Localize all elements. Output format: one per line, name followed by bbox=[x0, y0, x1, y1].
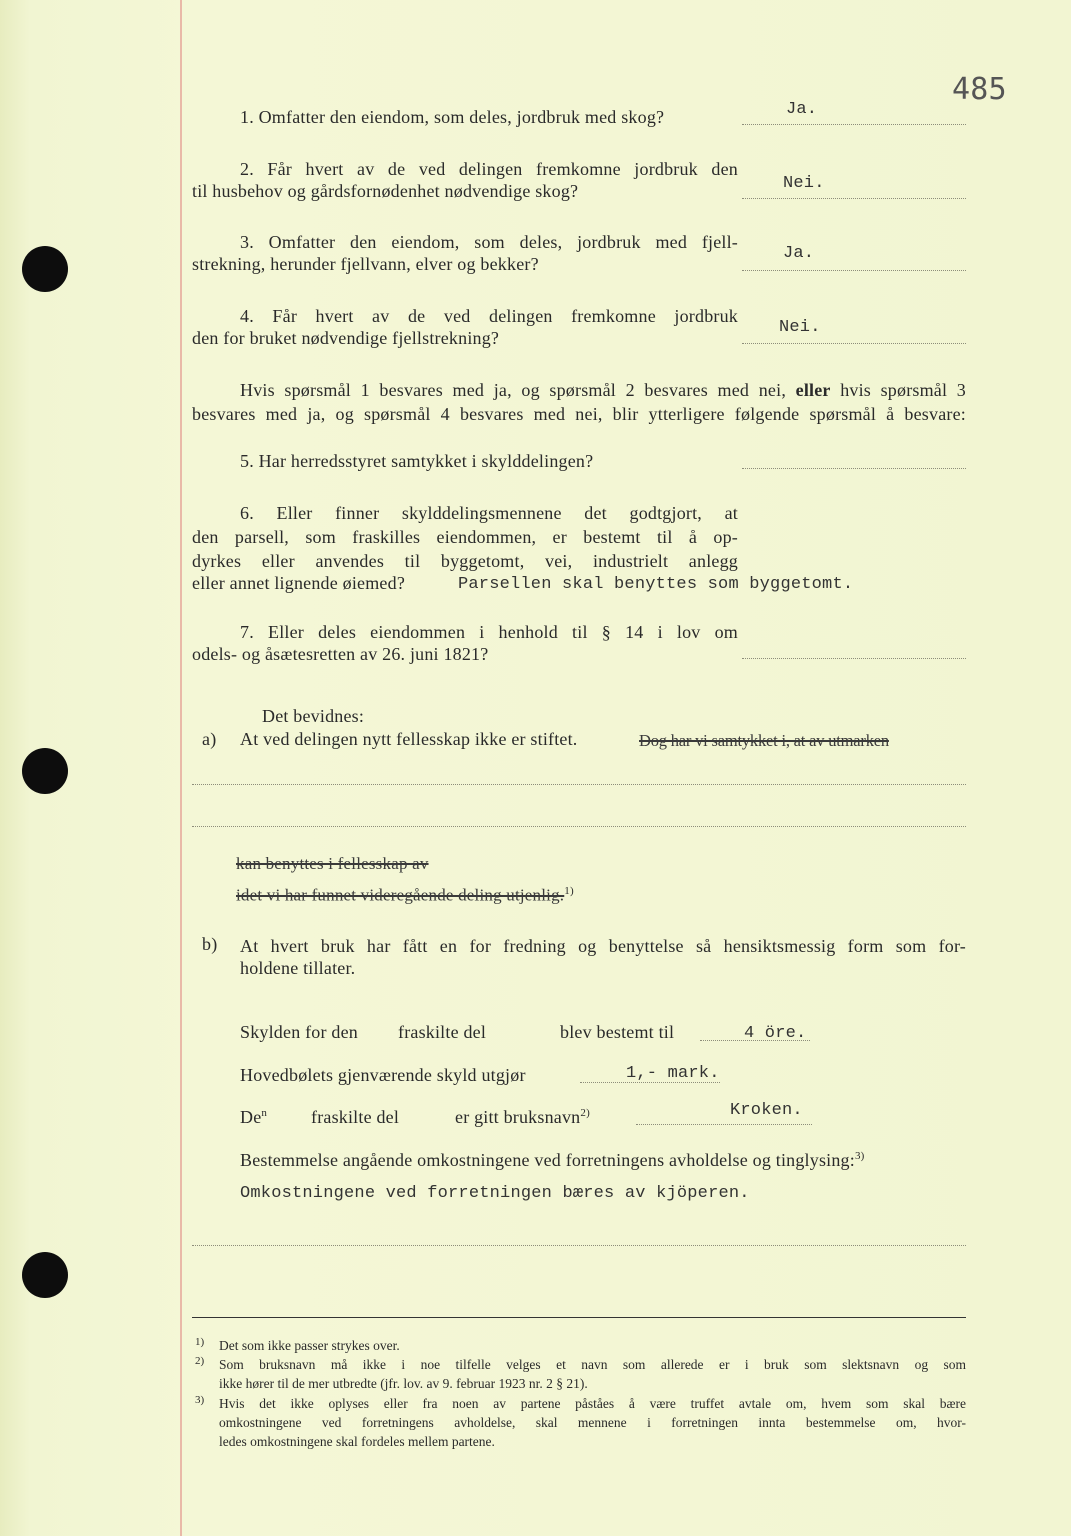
item-a-text: At ved delingen nytt fellesskap ikke er stiftet. bbox=[240, 729, 578, 749]
punch-hole bbox=[22, 1252, 68, 1298]
bevidnes-heading: Det bevidnes: bbox=[262, 706, 365, 726]
footnote-2-line2: ikke hører til de mer utbredte (jfr. lov. av 9. februar 1923 nr. 2 § 21). bbox=[219, 1376, 588, 1391]
question-2-line1: 2. Får hvert av de ved delingen fremkomne jordbruk den bbox=[240, 159, 738, 179]
footnote-1-text: Det som ikke passer strykes over. bbox=[219, 1338, 400, 1353]
footnote-rule bbox=[192, 1317, 966, 1318]
question-6-line2: den parsell, som fraskilles eiendommen, er bestemt til å op- bbox=[192, 527, 738, 547]
answer-4: Nei. bbox=[779, 318, 821, 337]
value-line bbox=[636, 1124, 812, 1125]
struck-line-2: kan benyttes i fellesskap av bbox=[236, 854, 429, 873]
item-a-struck-text: Dog har vi samtykket i, at av utmarken bbox=[639, 731, 889, 750]
question-6-line4: eller annet lignende øiemed? bbox=[192, 573, 406, 593]
question-4-line2: den for bruket nødvendige fjellstrekning? bbox=[192, 328, 500, 348]
question-5: 5. Har herredsstyret samtykket i skylddelingen? bbox=[240, 451, 594, 471]
footnote-2-line1: Som bruksnavn må ikke i noe tilfelle velges et navn som allerede er i bruk som slektsnavn og som bbox=[219, 1357, 966, 1372]
answer-line bbox=[742, 343, 966, 344]
answer-6: Parsellen skal benyttes som byggetomt. bbox=[458, 575, 854, 594]
footnote-2-number: 2) bbox=[195, 1355, 205, 1367]
question-7-line1: 7. Eller deles eiendommen i henhold til § 14 i lov om bbox=[240, 622, 738, 642]
answer-2: Nei. bbox=[783, 174, 825, 193]
skyld-label-a: Skylden for den bbox=[240, 1022, 358, 1042]
answer-3: Ja. bbox=[783, 244, 815, 263]
blank-line bbox=[192, 1245, 966, 1246]
bestemmelse-label: Bestemmelse angående omkostningene ved forretningens avholdelse og tinglysing:$^{3)}$ bbox=[240, 1150, 865, 1170]
answer-line bbox=[742, 270, 966, 271]
hovedbol-label: Hovedbølets gjenværende skyld utgjør bbox=[240, 1065, 526, 1085]
question-6-line1: 6. Eller finner skylddelingsmennene det godtgjort, at bbox=[240, 503, 738, 523]
answer-line bbox=[742, 124, 966, 125]
skyld-label-c: blev bestemt til bbox=[560, 1022, 675, 1042]
footnote-3-number: 3) bbox=[195, 1394, 205, 1406]
question-1: 1. Omfatter den eiendom, som deles, jordbruk med skog? bbox=[240, 107, 665, 127]
question-3-line1: 3. Omfatter den eiendom, som deles, jordbruk med fjell- bbox=[240, 232, 738, 252]
item-b-line2: holdene tillater. bbox=[240, 958, 356, 978]
item-b-label: b) bbox=[202, 934, 218, 954]
question-6-line3: dyrkes eller anvendes til byggetomt, vei, industrielt anlegg bbox=[192, 551, 738, 571]
blank-line bbox=[192, 784, 966, 785]
skyld-label-b: fraskilte del bbox=[398, 1022, 487, 1042]
answer-1: Ja. bbox=[786, 100, 818, 119]
skyld-value: 4 öre. bbox=[744, 1024, 807, 1043]
answer-line bbox=[742, 658, 966, 659]
answer-line bbox=[742, 468, 966, 469]
page-number: 485 bbox=[952, 72, 1007, 107]
bruksnavn-value: Kroken. bbox=[730, 1101, 803, 1120]
question-4-line1: 4. Får hvert av de ved delingen fremkomne jordbruk bbox=[240, 306, 738, 326]
question-3-line2: strekning, herunder fjellvann, elver og bekker? bbox=[192, 254, 539, 274]
answer-line bbox=[742, 198, 966, 199]
instruction-line2: besvares med ja, og spørsmål 4 besvares med nei, blir ytterligere følgende spørsmål å besvare: bbox=[192, 404, 966, 424]
hovedbol-value: 1,- mark. bbox=[626, 1064, 720, 1083]
item-a-label: a) bbox=[202, 729, 217, 749]
footnote-3-line2: omkostningene ved forretningens avholdelse, skal mennene i forretningen innta bestemmelse om, hvor- bbox=[219, 1415, 966, 1430]
punch-hole bbox=[22, 246, 68, 292]
struck-line-3: idet vi har funnet videregående deling utjenlig.$^{1)}$ bbox=[236, 885, 574, 905]
footnote-3-line3: ledes omkostningene skal fordeles mellem partene. bbox=[219, 1434, 495, 1449]
bruksnavn-label-b: fraskilte del bbox=[311, 1107, 400, 1127]
footnote-1-number: 1) bbox=[195, 1336, 205, 1348]
instruction-line1: Hvis spørsmål 1 besvares med ja, og spørsmål 2 besvares med nei, eller hvis spørsmål 3 bbox=[240, 380, 966, 400]
bruksnavn-label-a: De$^n$ bbox=[240, 1107, 268, 1127]
margin-line bbox=[180, 0, 182, 1536]
bestemmelse-value: Omkostningene ved forretningen bæres av kjöperen. bbox=[240, 1184, 750, 1203]
item-b-line1: At hvert bruk har fått en for fredning og benyttelse så hensiktsmessig form som for- bbox=[240, 936, 966, 956]
footnote-3-line1: Hvis det ikke oplyses eller fra noen av partene påståes å være truffet avtale om, hvem som skal bære bbox=[219, 1396, 966, 1411]
punch-hole bbox=[22, 748, 68, 794]
blank-line bbox=[192, 826, 966, 827]
question-2-line2: til husbehov og gårdsfornødenhet nødvendige skog? bbox=[192, 181, 579, 201]
bruksnavn-label-c: er gitt bruksnavn$^{2)}$ bbox=[455, 1107, 590, 1127]
question-7-line2: odels- og åsætesretten av 26. juni 1821? bbox=[192, 644, 489, 664]
